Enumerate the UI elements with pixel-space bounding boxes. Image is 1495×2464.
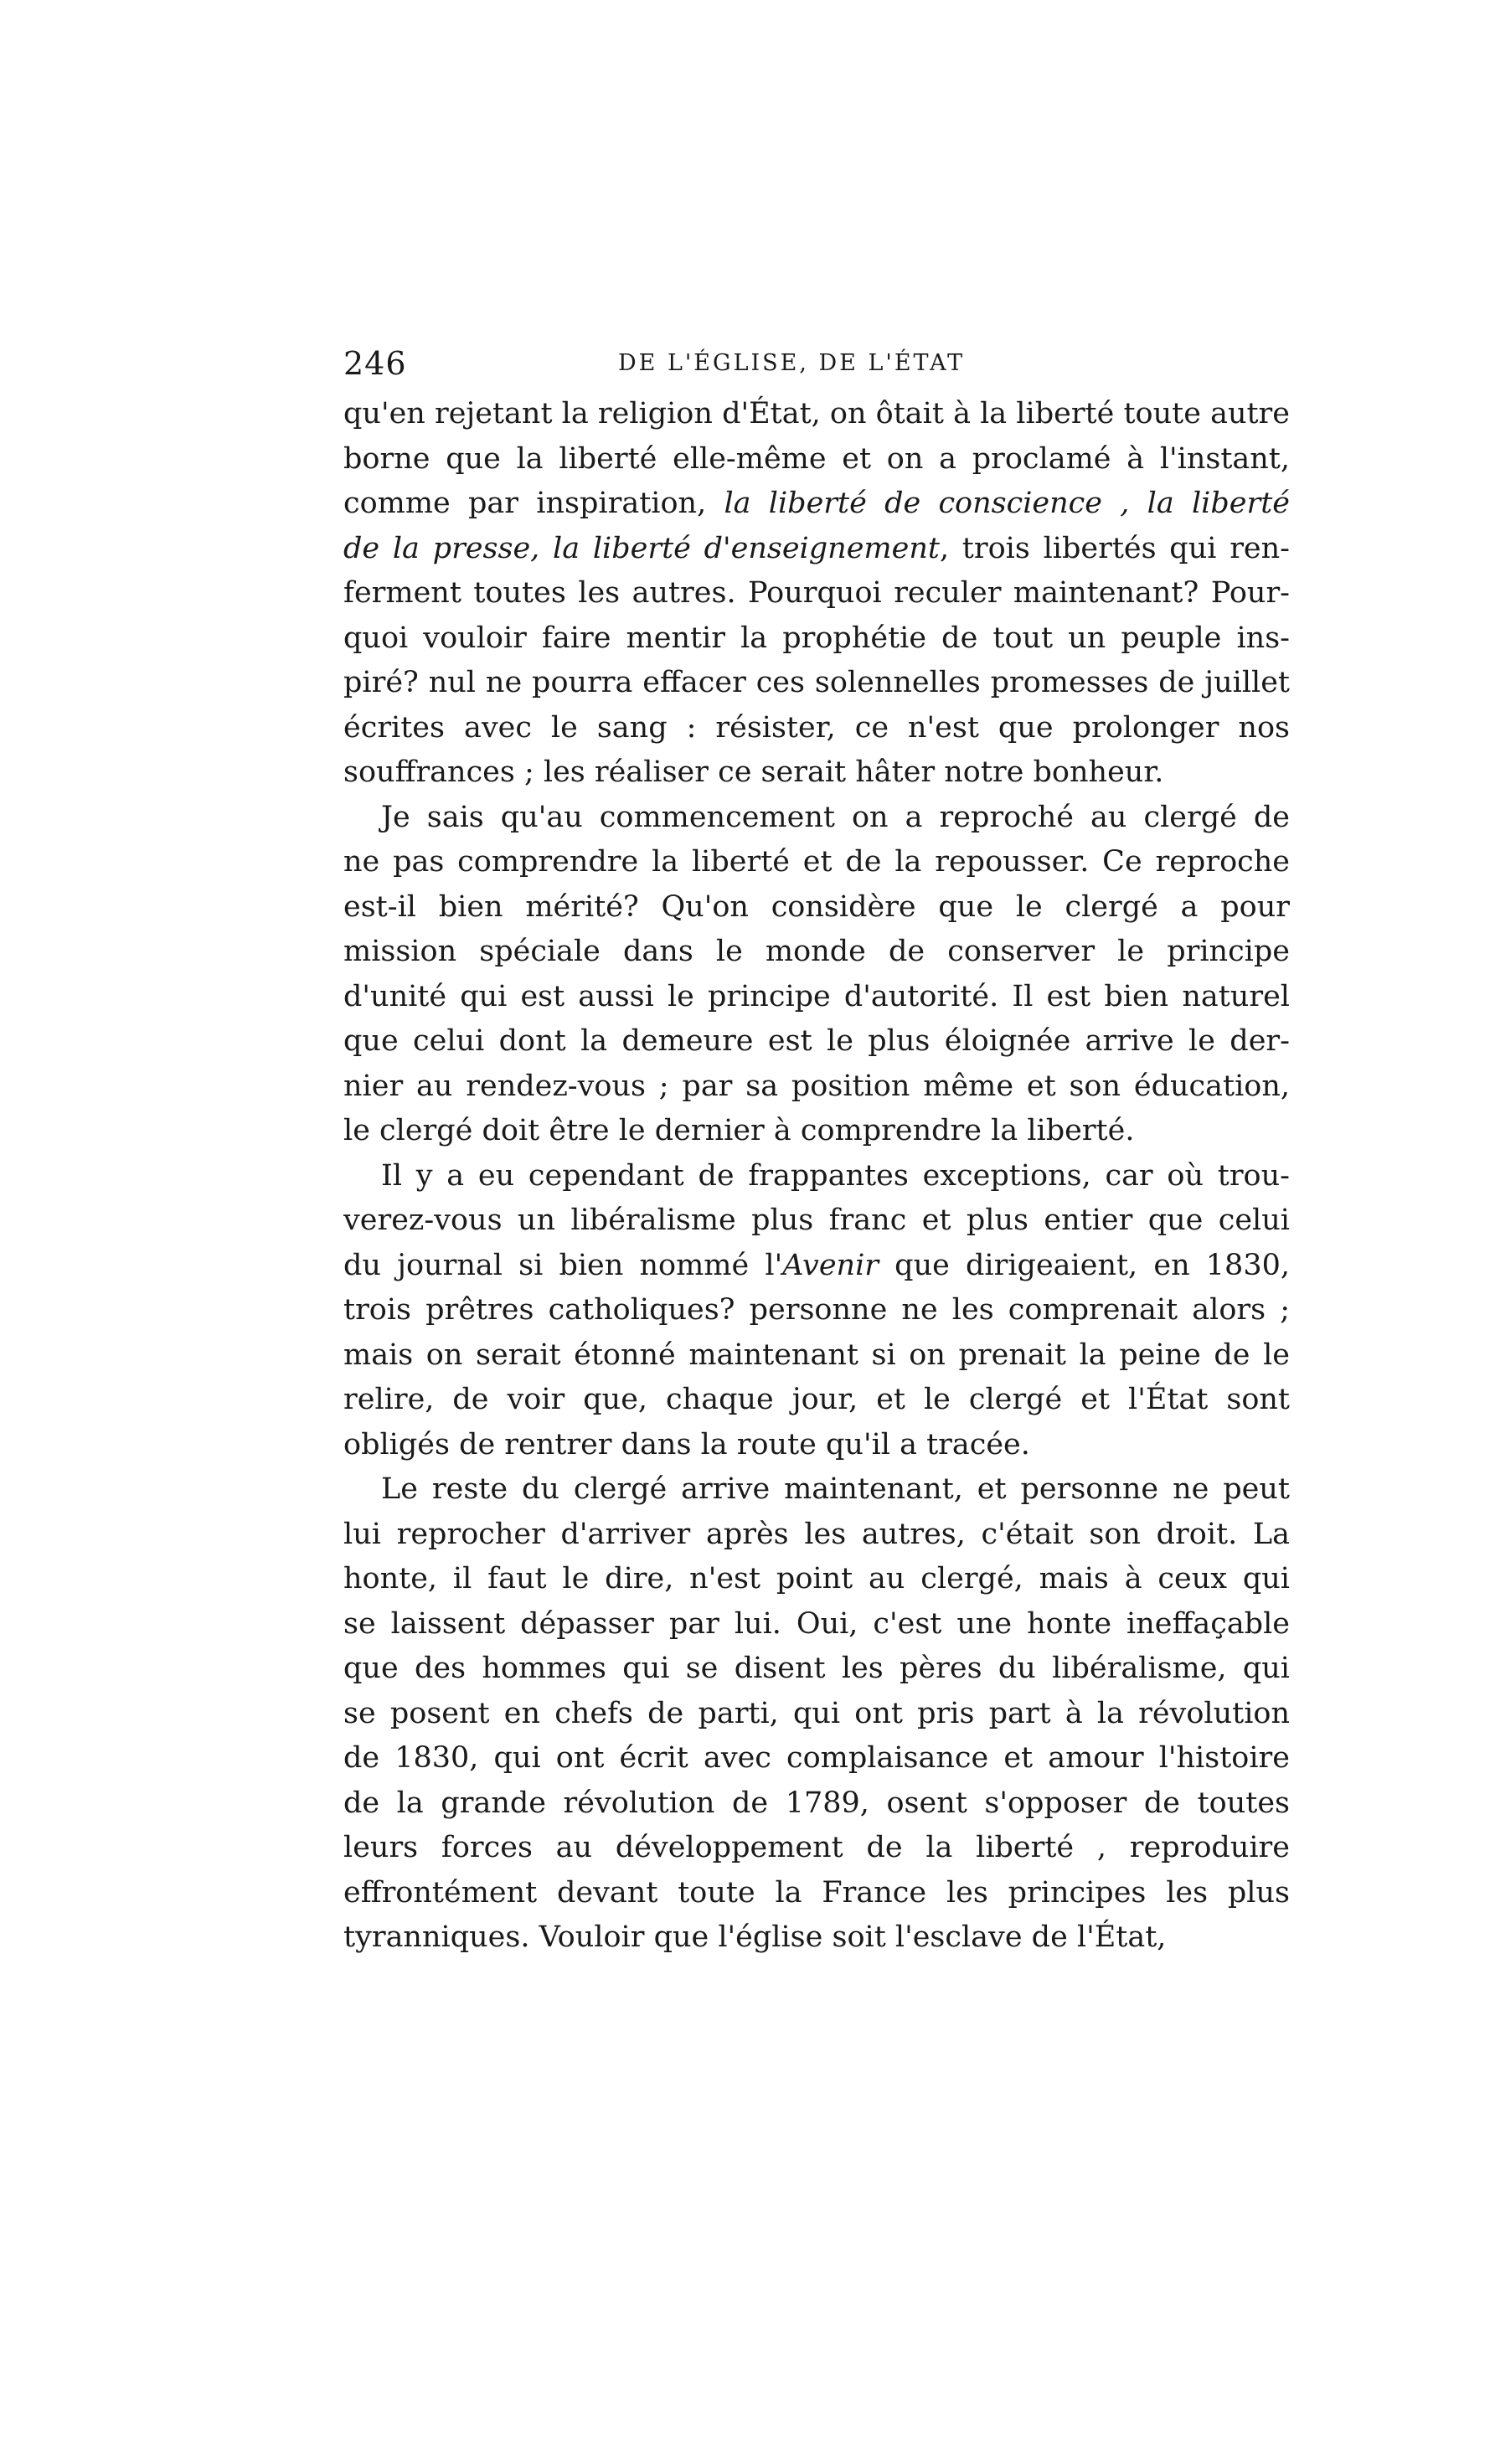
text-run: quoi vouloir faire mentir la prophétie de tout un peuple ins- [343, 621, 1290, 655]
text-line [343, 482, 1290, 527]
text-run: ferment toutes les autres. Pourquoi reculer maintenant? Pour- [343, 576, 1290, 610]
text-line [343, 1064, 1290, 1110]
text-run: piré? nul ne pourra effacer ces solennelles promesses de juillet [343, 666, 1290, 699]
text-line [343, 1244, 1290, 1289]
text-run: souffrances ; les réaliser ce serait hâter notre bonheur. [343, 755, 1164, 789]
text-run: honte, il faut le dire, n'est point au clergé, mais à ceux qui [343, 1562, 1290, 1595]
text-run: nier au rendez-vous ; par sa position même et son éducation, [343, 1069, 1290, 1103]
text-line [343, 1871, 1290, 1916]
text-line [343, 1019, 1290, 1064]
text-run: comme par inspiration, [343, 487, 724, 520]
paragraph [343, 796, 1298, 1154]
text-line [343, 796, 1290, 841]
text-run: se posent en chefs de parti, qui ont pris part à la révolution [343, 1696, 1290, 1730]
text-line [343, 527, 1290, 572]
running-head: DE L'ÉGLISE, DE L'ÉTAT [618, 350, 966, 376]
text-line [343, 1109, 1290, 1154]
text-run: tyranniques. Vouloir que l'église soit l'esclave de l'État, [343, 1920, 1167, 1954]
text-line [343, 1288, 1290, 1333]
text-run: de la grande révolution de 1789, osent s'opposer de toutes [343, 1786, 1290, 1820]
text-run: Je sais qu'au commencement on a reproché au clergé de [381, 800, 1290, 834]
text-line [343, 706, 1290, 751]
paragraph [343, 1154, 1298, 1468]
text-line [343, 437, 1290, 482]
italic-text-run: la liberté de conscience , la liberté [724, 487, 1290, 520]
text-run: relire, de voir que, chaque jour, et le clergé et l'État sont [343, 1383, 1290, 1416]
text-run: Il y a eu cependant de frappantes exceptions, car où trou- [381, 1158, 1290, 1193]
text-line [343, 1557, 1290, 1602]
text-run: que des hommes qui se disent les pères du libéralisme, qui [343, 1652, 1290, 1685]
body-text [343, 392, 1298, 1961]
text-run: de 1830, qui ont écrit avec complaisance et amour l'histoire [343, 1741, 1290, 1775]
text-line [343, 1333, 1290, 1379]
text-run: que dirigeaient, en 1830, [879, 1248, 1290, 1282]
text-run: Le reste du clergé arrive maintenant, et personne ne peut [381, 1472, 1290, 1506]
text-line [343, 1781, 1290, 1827]
text-line [343, 661, 1290, 706]
text-run: est-il bien mérité? Qu'on considère que le clergé a pour [343, 889, 1290, 924]
text-run: obligés de rentrer dans la route qu'il a tracée. [343, 1427, 1030, 1461]
text-line [343, 1423, 1290, 1468]
text-line [343, 1378, 1290, 1423]
text-run: d'unité qui est aussi le principe d'autorité. Il est bien naturel [343, 979, 1290, 1013]
italic-text-run: de la presse, la liberté d'enseignement [343, 531, 940, 565]
text-run: , trois libertés qui ren- [939, 531, 1290, 565]
text-line [343, 1602, 1290, 1647]
text-run: écrites avec le sang : résister, ce n'est que prolonger nos [343, 710, 1290, 745]
page-number: 246 [343, 345, 407, 382]
text-run: lui reprocher d'arriver après les autres, c'était son droit. La [343, 1517, 1290, 1551]
text-run: mission spéciale dans le monde de conserver le principe [343, 935, 1290, 968]
paragraph [343, 392, 1298, 796]
text-run: qu'en rejetant la religion d'État, on ôtait à la liberté toute autre [343, 397, 1290, 430]
text-run: effrontément devant toute la France les principes les plus [343, 1875, 1290, 1910]
text-line [343, 885, 1290, 930]
text-line [343, 1692, 1290, 1737]
text-run: verez-vous un libéralisme plus franc et plus entier que celui [343, 1204, 1290, 1237]
text-run: trois prêtres catholiques? personne ne les comprenait alors ; [343, 1293, 1290, 1327]
paragraph [343, 1467, 1298, 1961]
text-line [343, 616, 1290, 662]
text-run: le clergé doit être le dernier à comprendre la liberté. [343, 1114, 1135, 1147]
text-run: se laissent dépasser par lui. Oui, c'est une honte ineffaçable [343, 1606, 1290, 1641]
page-header [343, 345, 969, 395]
text-line [343, 975, 1290, 1020]
text-line [343, 1826, 1290, 1871]
text-run: mais on serait étonné maintenant si on prenait la peine de le [343, 1338, 1290, 1372]
text-line [343, 1736, 1290, 1781]
italic-text-run: Avenir [782, 1248, 879, 1282]
text-run: borne que la liberté elle-même et on a proclamé à l'instant, [343, 441, 1290, 476]
text-run: leurs forces au développement de la liberté , reproduire [343, 1831, 1290, 1864]
text-line [343, 1647, 1290, 1692]
text-run: du journal si bien nommé l' [343, 1248, 783, 1282]
text-line [343, 1467, 1290, 1513]
text-line [343, 571, 1290, 616]
text-run: ne pas comprendre la liberté et de la repousser. Ce reproche [343, 845, 1290, 879]
text-line [343, 1915, 1290, 1961]
text-line [343, 392, 1290, 437]
text-line [343, 1154, 1290, 1199]
text-line [343, 1513, 1290, 1558]
text-line [343, 840, 1290, 885]
text-run: que celui dont la demeure est le plus éloignée arrive le der- [343, 1024, 1290, 1058]
text-line [343, 750, 1290, 796]
text-line [343, 930, 1290, 975]
text-line [343, 1198, 1290, 1244]
